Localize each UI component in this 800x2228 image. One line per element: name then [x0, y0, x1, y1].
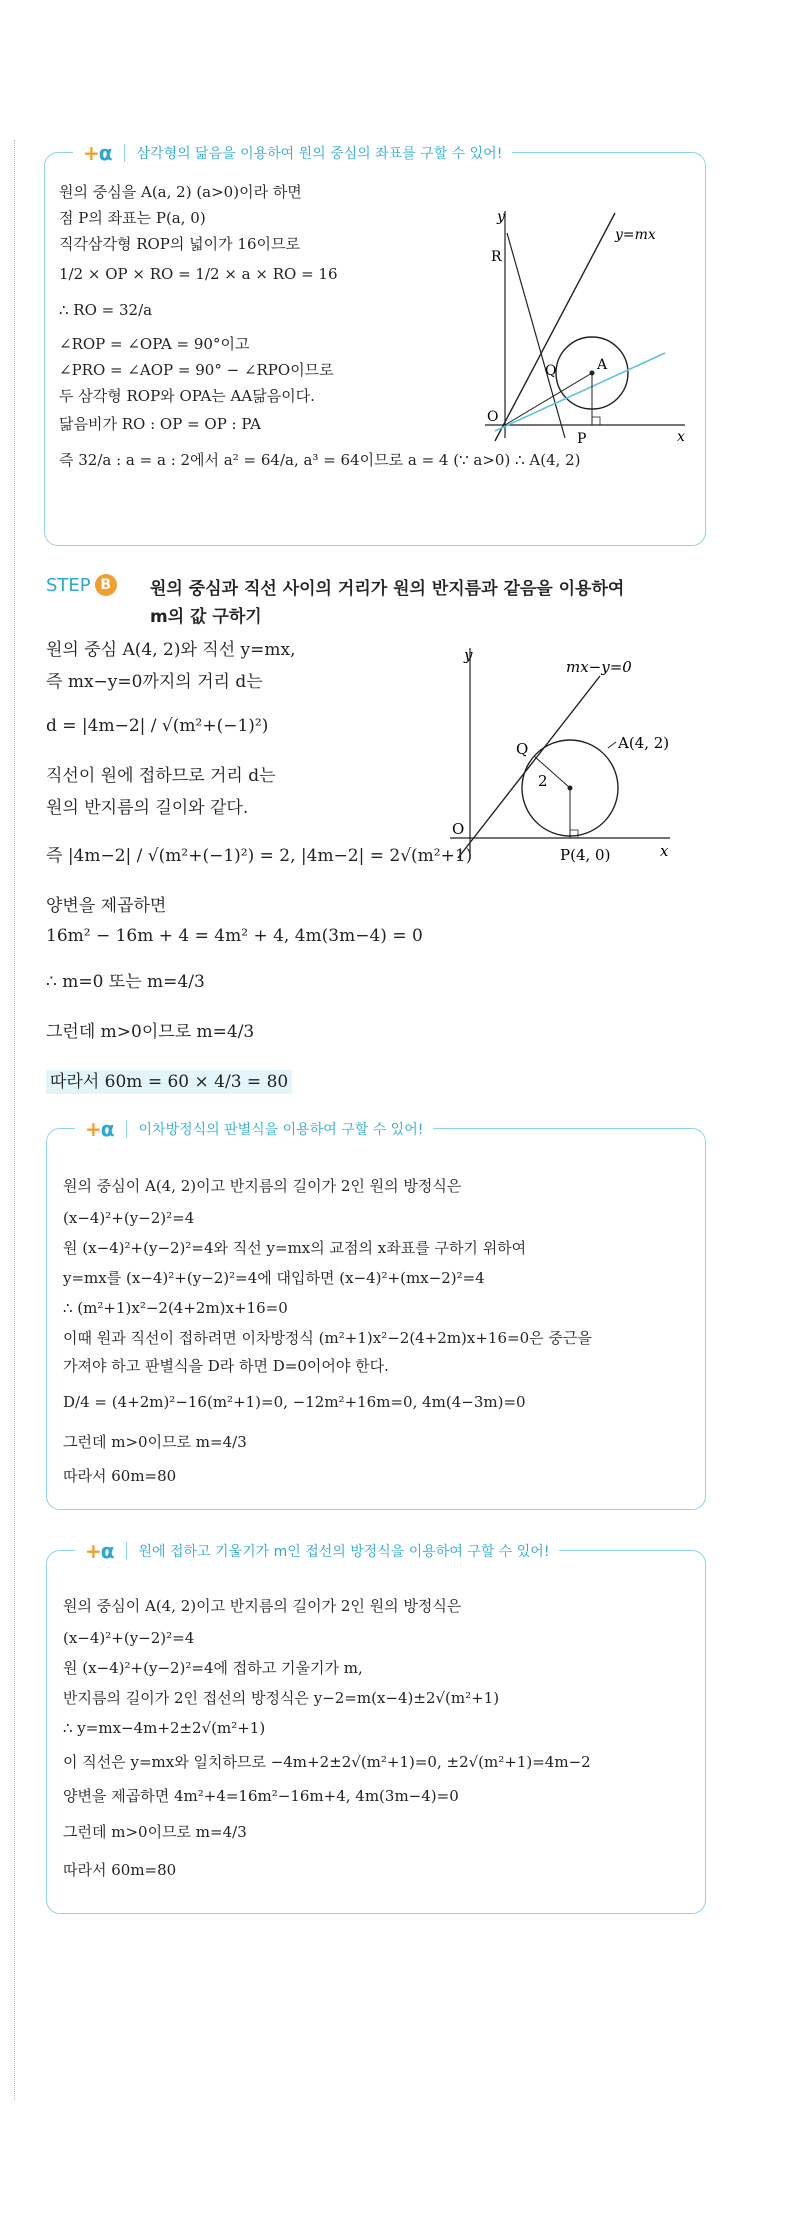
text-line: 따라서 60m=80 [63, 1861, 177, 1879]
step-text-line: 직선이 원에 접하므로 거리 d는 [46, 766, 276, 786]
tip-box-similarity [44, 141, 706, 546]
text-line: 이 직선은 y=mx와 일치하므로 −4m+2±2√(m²+1)=0, ±2√(m²+1)=4m−2 [63, 1753, 591, 1771]
tip-box-header [73, 141, 512, 165]
step-badge: B [95, 574, 117, 596]
plus-alpha-icon: +α [83, 141, 112, 165]
point-r-label: R [491, 249, 502, 265]
tip-box-discriminant [46, 1117, 706, 1510]
margin-rule [14, 140, 15, 2100]
step-text-line: 양변을 제곱하면 [46, 896, 167, 916]
text-line: 가져야 하고 판별식을 D라 하면 D=0이어야 한다. [63, 1357, 389, 1375]
point-q-label: Q [545, 363, 557, 379]
text-line: ∠PRO = ∠AOP = 90° − ∠RPO이므로 [59, 361, 334, 379]
tip-box-title: 삼각형의 닮음을 이용하여 원의 중심의 좌표를 구할 수 있어! [136, 146, 503, 162]
text-line: 닮음비가 RO : OP = OP : PA [59, 415, 261, 433]
text-line: 즉 32/a : a = a : 2에서 a² = 64/a, a³ = 64이므로 a = 4 (∵ a>0) ∴ A(4, 2) [59, 451, 581, 469]
point-q-label: Q [516, 740, 529, 758]
step-text-line: 원의 중심 A(4, 2)와 직선 y=mx, [46, 640, 296, 660]
point-a-label: A [597, 357, 608, 373]
origin-label: O [487, 409, 499, 425]
text-line: 원의 중심이 A(4, 2)이고 반지름의 길이가 2인 원의 방정식은 [63, 1177, 462, 1195]
tip-box-header [75, 1117, 433, 1141]
plus-alpha-icon: +α [85, 1539, 114, 1563]
text-line: 그런데 m>0이므로 m=4/3 [63, 1823, 247, 1841]
plus-alpha-icon: +α [85, 1117, 114, 1141]
text-line: D/4 = (4+2m)²−16(m²+1)=0, −12m²+16m=0, 4m(4−3m)=0 [63, 1393, 526, 1411]
line-label: y=mx [615, 227, 656, 243]
text-line: 원 (x−4)²+(y−2)²=4에 접하고 기울기가 m, [63, 1659, 363, 1677]
step-title: 원의 중심과 직선 사이의 거리가 원의 반지름과 같음을 이용하여 [150, 579, 625, 599]
text-line: ∴ (m²+1)x²−2(4+2m)x+16=0 [63, 1299, 288, 1317]
text-line: ∴ y=mx−4m+2±2√(m²+1) [63, 1719, 266, 1737]
text-line: 반지름의 길이가 2인 접선의 방정식은 y−2=m(x−4)±2√(m²+1) [63, 1689, 500, 1707]
line-label: mx−y=0 [566, 658, 632, 676]
tip-box-title: 이차방정식의 판별식을 이용하여 구할 수 있어! [138, 1122, 424, 1138]
tip-box-tangent [46, 1539, 706, 1914]
step-text-line: 16m² − 16m + 4 = 4m² + 4, 4m(3m−4) = 0 [46, 926, 423, 946]
text-line: 1/2 × OP × RO = 1/2 × a × RO = 16 [59, 265, 338, 283]
step-text-line: 즉 mx−y=0까지의 거리 d는 [46, 672, 263, 692]
text-line: (x−4)²+(y−2)²=4 [63, 1629, 195, 1647]
point-p-label: P [577, 431, 587, 443]
y-axis-label: y [497, 209, 505, 225]
y-axis-label: y [464, 646, 473, 664]
text-line: 이때 원과 직선이 접하려면 이차방정식 (m²+1)x²−2(4+2m)x+16=0은 중근을 [63, 1329, 592, 1347]
text-line: 직각삼각형 ROP의 넓이가 16이므로 [59, 235, 300, 253]
point-a-label: A(4, 2) [618, 734, 670, 752]
step-answer-line: 따라서 60m = 60 × 4/3 = 80 [46, 1072, 292, 1092]
similarity-figure [465, 203, 695, 443]
radius-label: 2 [538, 772, 548, 790]
tip-box-header [75, 1539, 559, 1563]
tip-box-title: 원에 접하고 기울기가 m인 접선의 방정식을 이용하여 구할 수 있어! [138, 1544, 550, 1560]
point-p-label: P(4, 0) [560, 846, 611, 864]
step-text-line: 원의 반지름의 길이와 같다. [46, 798, 249, 818]
step-text-line: ∴ m=0 또는 m=4/3 [46, 972, 205, 992]
origin-label: O [452, 820, 465, 838]
text-line: y=mx를 (x−4)²+(y−2)²=4에 대입하면 (x−4)²+(mx−2)²=4 [63, 1269, 485, 1287]
text-line: ∠ROP = ∠OPA = 90°이고 [59, 335, 250, 353]
text-line: 원의 중심을 A(a, 2) (a>0)이라 하면 [59, 183, 302, 201]
step-label: STEP B [46, 574, 117, 596]
step-title-line2: m의 값 구하기 [150, 607, 262, 627]
step-text-line: 그런데 m>0이므로 m=4/3 [46, 1022, 255, 1042]
text-line: 원 (x−4)²+(y−2)²=4와 직선 y=mx의 교점의 x좌표를 구하기 위하여 [63, 1239, 527, 1257]
step-text-line: d = |4m−2| / √(m²+(−1)²) [46, 716, 269, 736]
text-line: (x−4)²+(y−2)²=4 [63, 1209, 195, 1227]
text-line: 따라서 60m=80 [63, 1467, 177, 1485]
step-text-line: 즉 |4m−2| / √(m²+(−1)²) = 2, |4m−2| = 2√(m²+1) [46, 846, 473, 866]
x-axis-label: x [660, 842, 669, 860]
x-axis-label: x [677, 429, 685, 443]
text-line: 두 삼각형 ROP와 OPA는 AA닮음이다. [59, 387, 315, 405]
distance-figure [430, 638, 690, 868]
text-line: 그런데 m>0이므로 m=4/3 [63, 1433, 247, 1451]
text-line: 양변을 제곱하면 4m²+4=16m²−16m+4, 4m(3m−4)=0 [63, 1787, 459, 1805]
text-line: ∴ RO = 32/a [59, 301, 153, 319]
text-line: 원의 중심이 A(4, 2)이고 반지름의 길이가 2인 원의 방정식은 [63, 1597, 462, 1615]
text-line: 점 P의 좌표는 P(a, 0) [59, 209, 206, 227]
